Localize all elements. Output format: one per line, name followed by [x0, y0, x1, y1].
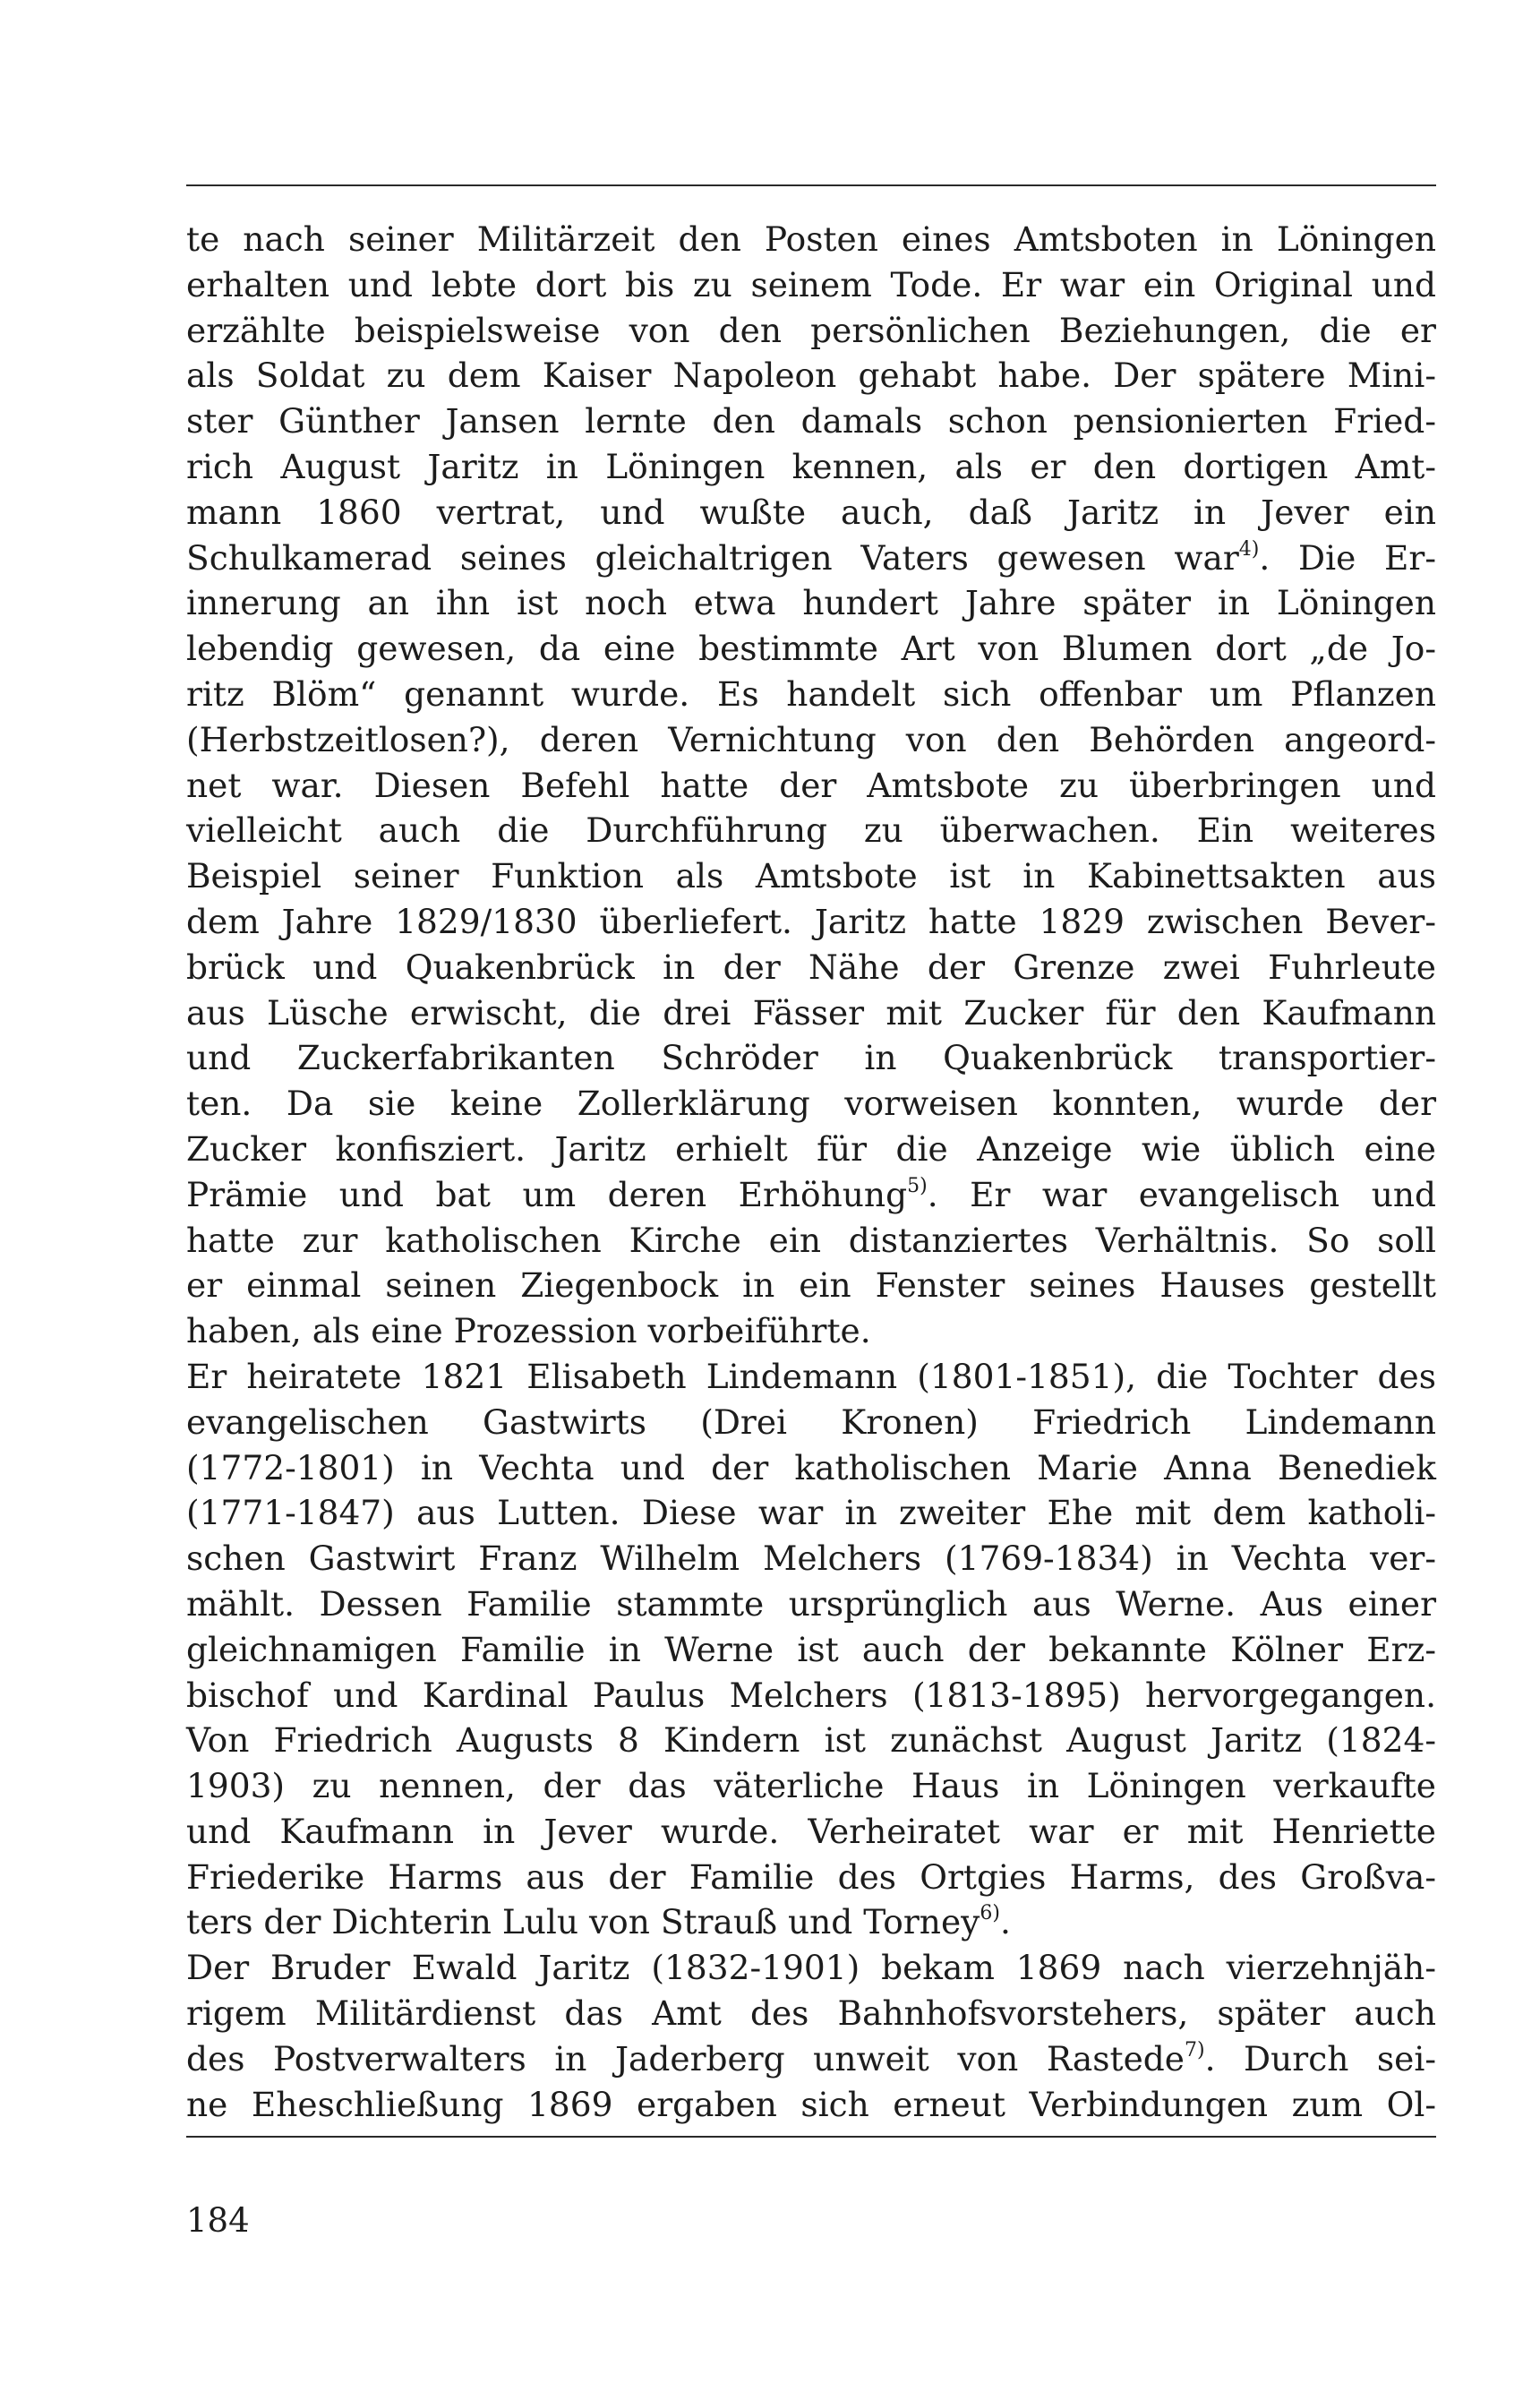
text-line-content: (Herbstzeitlosen?), deren Vernichtung von den Behörden angeord- [186, 719, 1436, 759]
text-line-content: und Kaufmann in Jever wurde. Verheiratet war er mit Henriette [186, 1811, 1436, 1851]
text-line [186, 1445, 1436, 1491]
text-line [186, 444, 1436, 490]
text-line-content: vielleicht auch die Durchführung zu überwachen. Ein weiteres [186, 810, 1436, 851]
text-line [186, 1172, 1436, 1218]
text-line [186, 1218, 1436, 1264]
text-line-content: mählt. Dessen Familie stammte ursprünglich aus Werne. Aus einer [186, 1583, 1436, 1624]
text-line [186, 217, 1436, 262]
text-line [186, 1809, 1436, 1855]
text-line [186, 1081, 1436, 1127]
text-line [186, 1899, 1436, 1945]
text-line-content: er einmal seinen Ziegenbock in ein Fenster seines Hauses gestellt [186, 1265, 1436, 1306]
text-line-content: rigem Militärdienst das Amt des Bahnhofsvorstehers, später auch [186, 1993, 1436, 2034]
text-line-content: te nach seiner Militärzeit den Posten eines Amtsboten in Löningen [186, 219, 1436, 259]
text-line [186, 1035, 1436, 1081]
text-line-content: 1903) zu nennen, der das väterliche Haus in Löningen verkaufte [186, 1766, 1436, 1806]
text-line-content: ne Eheschließung 1869 ergaben sich erneut Verbindungen zum Ol- [186, 2084, 1436, 2124]
text-line-content: rich August Jaritz in Löningen kennen, als er den dortigen Amt- [186, 446, 1436, 486]
text-line [186, 1536, 1436, 1581]
text-line-content: lebendig gewesen, da eine bestimmte Art von Blumen dort „de Jo- [186, 629, 1436, 669]
page-number: 184 [186, 2201, 250, 2240]
text-line-continuation: . Die Er- [1259, 537, 1436, 578]
footnote-marker: 5) [907, 1174, 928, 1197]
text-line-content: Der Bruder Ewald Jaritz (1832-1901) bekam 1869 nach vierzehnjäh- [186, 1948, 1436, 1988]
text-line-content: brück und Quakenbrück in der Nähe der Grenze zwei Fuhrleute [186, 947, 1436, 987]
text-line [186, 763, 1436, 809]
text-line-content: erzählte beispielsweise von den persönlichen Beziehungen, die er [186, 310, 1436, 350]
text-line [186, 1127, 1436, 1172]
text-line [186, 1991, 1436, 2036]
text-line [186, 580, 1436, 626]
text-line-content: bischof und Kardinal Paulus Melchers (1813-1895) hervorgegangen. [186, 1675, 1436, 1715]
text-line-content: dem Jahre 1829/1830 überliefert. Jaritz hatte 1829 zwischen Bever- [186, 901, 1436, 941]
text-line [186, 717, 1436, 763]
text-line-content: und Zuckerfabrikanten Schröder in Quakenbrück transportier- [186, 1038, 1436, 1078]
text-line-content: Beispiel seiner Funktion als Amtsbote ist in Kabinettsakten aus [186, 856, 1436, 896]
text-line-content: Zucker konfisziert. Jaritz erhielt für die Anzeige wie üblich eine [186, 1128, 1436, 1169]
text-line [186, 1354, 1436, 1400]
text-line-content: (1772-1801) in Vechta und der katholischen Marie Anna Benediek [186, 1447, 1436, 1487]
text-line [186, 2082, 1436, 2128]
text-line-content: ters der Dichterin Lulu von Strauß und Torney [186, 1902, 980, 1942]
text-line-content: aus Lüsche erwischt, die drei Fässer mit Zucker für den Kaufmann [186, 992, 1436, 1033]
text-line-content: des Postverwalters in Jaderberg unweit von Rastede [186, 2038, 1185, 2079]
text-line-content: schen Gastwirt Franz Wilhelm Melchers (1769-1834) in Vechta ver- [186, 1539, 1436, 1579]
text-line-content: als Soldat zu dem Kaiser Napoleon gehabt habe. Der spätere Mini- [186, 356, 1436, 396]
text-line [186, 353, 1436, 399]
text-line [186, 2036, 1436, 2082]
text-line [186, 899, 1436, 945]
text-line-content: (1771-1847) aus Lutten. Diese war in zweiter Ehe mit dem katholi- [186, 1493, 1436, 1533]
text-line-content: gleichnamigen Familie in Werne ist auch der bekannte Kölner Erz- [186, 1629, 1436, 1669]
text-line [186, 853, 1436, 899]
text-line-continuation: . [999, 1902, 1011, 1942]
text-line [186, 536, 1436, 581]
text-line [186, 1945, 1436, 1991]
footnote-marker: 6) [980, 1902, 1000, 1925]
text-line-content: Schulkamerad seines gleichaltrigen Vaters gewesen war [186, 537, 1239, 578]
text-line [186, 1855, 1436, 1900]
text-line [186, 672, 1436, 717]
text-line-content: ster Günther Jansen lernte den damals schon pensionierten Fried- [186, 401, 1436, 441]
text-line-content: Prämie und bat um deren Erhöhung [186, 1174, 908, 1214]
text-line-content: erhalten und lebte dort bis zu seinem Tode. Er war ein Original und [186, 264, 1436, 304]
text-line [186, 1490, 1436, 1536]
body-text [186, 217, 1436, 2127]
text-line [186, 1763, 1436, 1809]
text-line-content: innerung an ihn ist noch etwa hundert Jahre später in Löningen [186, 583, 1436, 623]
footnote-marker: 7) [1185, 2038, 1205, 2061]
text-line [186, 945, 1436, 990]
text-line [186, 1308, 1436, 1354]
text-line [186, 399, 1436, 444]
text-line-content: Er heiratete 1821 Elisabeth Lindemann (1801-1851), die Tochter des [186, 1356, 1436, 1396]
text-line-content: hatte zur katholischen Kirche ein distanziertes Verhältnis. So soll [186, 1220, 1436, 1260]
text-line-content: Friederike Harms aus der Familie des Ortgies Harms, des Großva- [186, 1856, 1436, 1897]
text-line-content: net war. Diesen Befehl hatte der Amtsbote zu überbringen und [186, 765, 1436, 805]
text-line [186, 262, 1436, 308]
text-line [186, 626, 1436, 672]
text-line-content: ritz Blöm“ genannt wurde. Es handelt sich offenbar um Pflanzen [186, 673, 1436, 714]
text-line [186, 1400, 1436, 1445]
text-line-continuation: . Durch sei- [1204, 2038, 1436, 2079]
text-line [186, 308, 1436, 354]
header-rule [186, 184, 1436, 186]
text-line [186, 808, 1436, 853]
text-line [186, 1718, 1436, 1763]
text-line [186, 990, 1436, 1036]
text-line [186, 1581, 1436, 1627]
footer-rule [186, 2136, 1436, 2138]
text-line [186, 490, 1436, 536]
text-line [186, 1263, 1436, 1308]
text-line-content: mann 1860 vertrat, und wußte auch, daß Jaritz in Jever ein [186, 492, 1436, 532]
footnote-marker: 4) [1238, 537, 1260, 561]
text-line [186, 1627, 1436, 1673]
text-line-continuation: . Er war evangelisch und [927, 1174, 1436, 1214]
text-line-content: Von Friedrich Augusts 8 Kindern ist zunächst August Jaritz (1824- [186, 1720, 1436, 1761]
text-line-content: haben, als eine Prozession vorbeiführte. [186, 1311, 871, 1351]
text-line [186, 1673, 1436, 1719]
text-line-content: ten. Da sie keine Zollerklärung vorweisen konnten, wurde der [186, 1084, 1436, 1124]
text-line-content: evangelischen Gastwirts (Drei Kronen) Friedrich Lindemann [186, 1401, 1436, 1442]
